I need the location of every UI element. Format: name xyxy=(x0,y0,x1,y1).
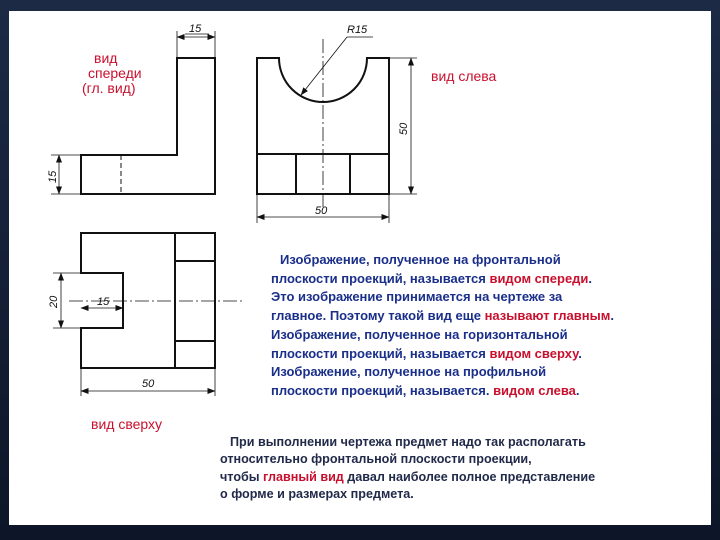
dim-left-radius: R15 xyxy=(347,24,368,36)
para1-line7: Изображение, полученное на профильной xyxy=(271,364,547,380)
para1-line1: Изображение, полученное на фронтальной xyxy=(280,252,561,267)
para1-line2: плоскости проекций, называется видом спереди. xyxy=(271,270,593,286)
left-view-drawing xyxy=(257,37,417,223)
label-front-view xyxy=(82,51,142,96)
dim-left-width: 50 xyxy=(315,205,328,217)
label-front-view-line1: вид xyxy=(94,50,118,66)
dim-top-height: 20 xyxy=(48,295,60,308)
drawing-sheet xyxy=(9,11,711,525)
para1-line4: главное. Поэтому такой вид еще называют главным. xyxy=(271,308,614,324)
para1-line8: плоскости проекций, называется. видом слева. xyxy=(271,382,580,398)
radius-leader xyxy=(301,37,347,95)
dim-left-height: 50 xyxy=(398,122,410,135)
label-front-view-line3: (гл. вид) xyxy=(82,80,136,96)
para1-line5: Изображение, полученное на горизонтальной xyxy=(271,326,568,342)
para2-line1: При выполнении чертежа предмет надо так располагать xyxy=(230,435,586,449)
para1-line6: плоскости проекций, называется видом сверху. xyxy=(271,345,582,361)
explanation-paragraph xyxy=(271,251,614,401)
label-top-view: вид сверху xyxy=(91,416,163,432)
dim-front-height: 15 xyxy=(47,170,59,183)
para2-line2: относительно фронтальной плоскости проекции, xyxy=(220,452,532,467)
dim-top-slot: 15 xyxy=(97,296,110,308)
label-left-view: вид слева xyxy=(431,68,497,84)
label-front-view-line2: спереди xyxy=(88,65,142,81)
dim-front-width: 15 xyxy=(189,23,202,35)
para2-line3: чтобы главный вид давал наиболее полное представление xyxy=(220,469,596,484)
para2-line4: о форме и размерах предмета. xyxy=(220,486,414,501)
para1-line3: Это изображение принимается на чертеже за xyxy=(271,289,563,305)
top-view-drawing xyxy=(53,233,245,396)
dim-top-width: 50 xyxy=(142,378,155,390)
rule-paragraph xyxy=(220,434,595,503)
